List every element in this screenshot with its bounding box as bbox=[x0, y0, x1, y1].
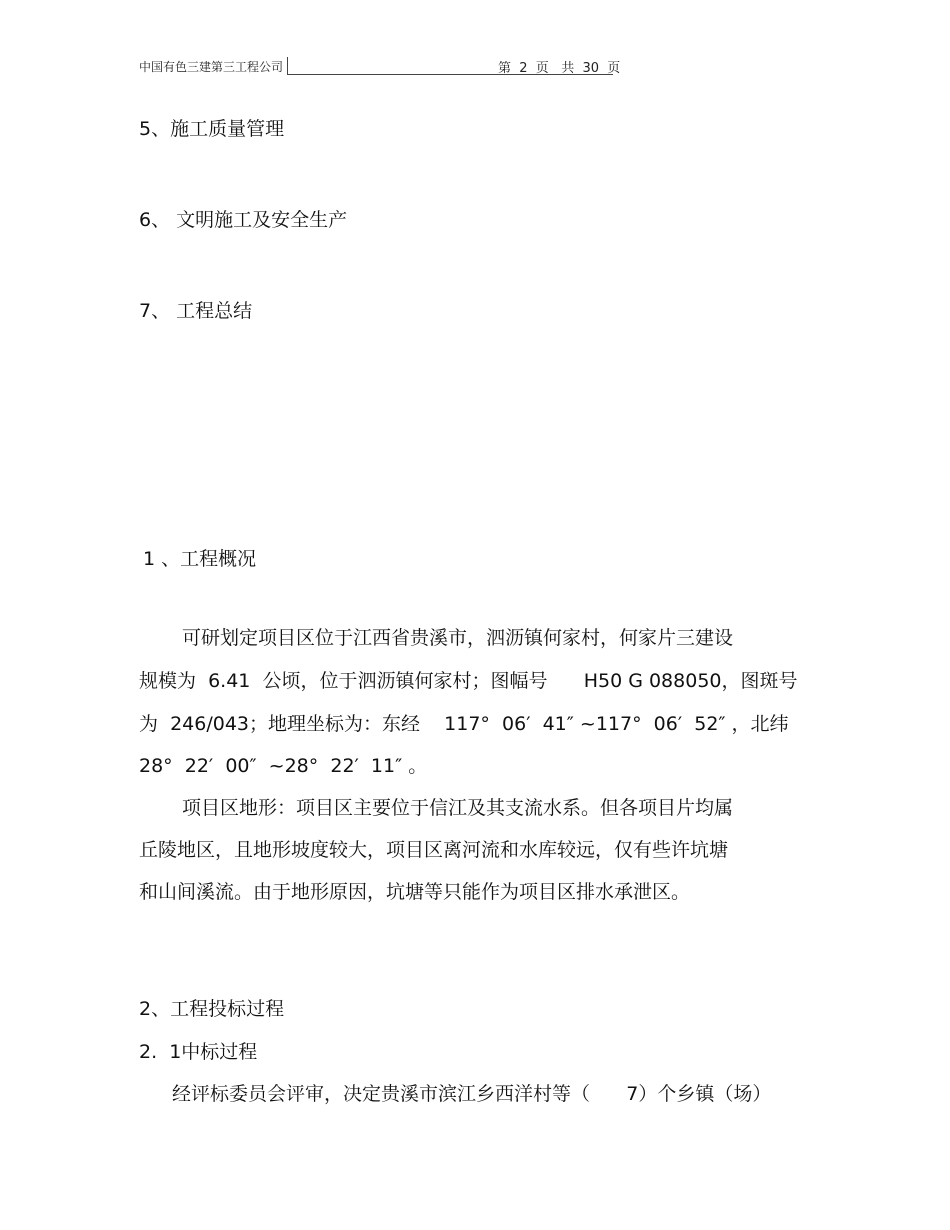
toc-item-7: 7、 工程总结 bbox=[139, 300, 253, 322]
section-1-heading: 1 、工程概况 bbox=[143, 548, 257, 570]
paragraph-line: 为 246/043；地理坐标为：东经 117° 06′ 41″ ~117° 06′ 52″ ，北纬 bbox=[139, 713, 789, 735]
paragraph-line: 和山间溪流。由于地形原因，坑塘等只能作为项目区排水承泄区。 bbox=[139, 881, 691, 903]
paragraph-line: 项目区地形：项目区主要位于信江及其支流水系。但各项目片均属 bbox=[182, 797, 734, 819]
paragraph-line: 丘陵地区，且地形坡度较大，项目区离河流和水库较远，仅有些许坑塘 bbox=[139, 839, 729, 861]
paragraph-line: 28° 22′ 00″ ~28° 22′ 11″ 。 bbox=[139, 755, 428, 777]
section-2-heading: 2、工程投标过程 bbox=[139, 998, 285, 1020]
section-2-subheading: 2. 1中标过程 bbox=[139, 1041, 258, 1063]
toc-item-6: 6、 文明施工及安全生产 bbox=[139, 209, 348, 231]
toc-item-5: 5、施工质量管理 bbox=[139, 118, 285, 140]
header-company-name: 中国有色三建第三工程公司 bbox=[139, 60, 284, 74]
paragraph-line: 可研划定项目区位于江西省贵溪市，泗沥镇何家村，何家片三建设 bbox=[182, 627, 734, 649]
header-page-info: 第 2 页 共 30 页 bbox=[498, 61, 621, 76]
paragraph-line: 规模为 6.41 公顷，位于泗沥镇何家村；图幅号 H50 G 088050，图斑号 bbox=[139, 670, 798, 692]
header-separator bbox=[287, 57, 288, 75]
section-2-paragraph-1: 经评标委员会评审，决定贵溪市滨江乡西洋村等（ 7）个乡镇（场） bbox=[172, 1083, 772, 1105]
